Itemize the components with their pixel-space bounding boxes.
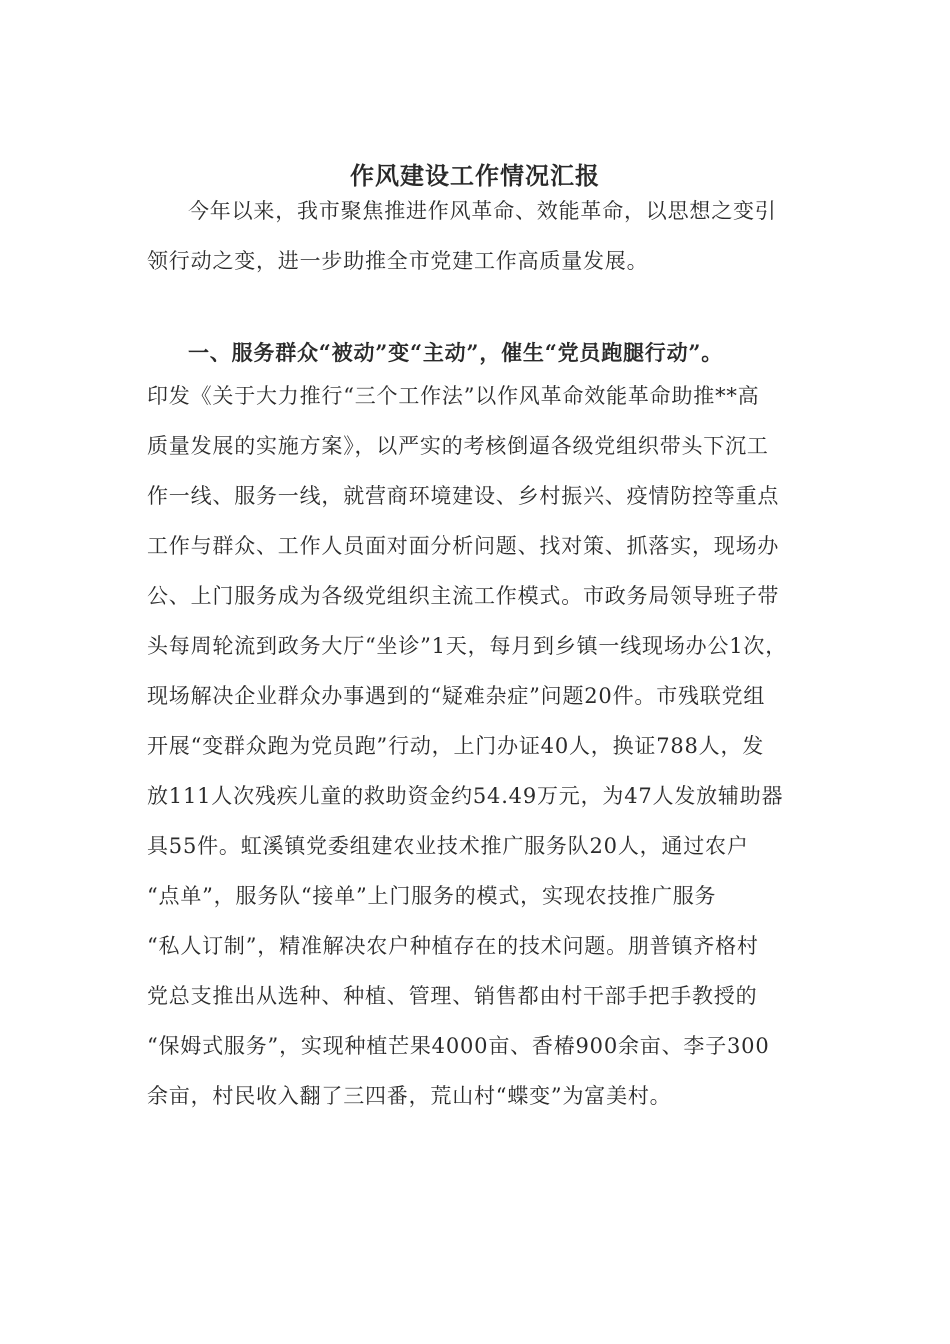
intro-line-1: 今年以来，我市聚焦推进作风革命、效能革命，以思想之变引 [188,199,777,223]
body-line: 党总支推出从选种、种植、管理、销售都由村干部手把手教授的 [147,984,758,1008]
body-line: 公、上门服务成为各级党组织主流工作模式。市政务局领导班子带 [147,584,780,608]
section-1-body [147,382,819,1132]
body-line: “点单”，服务队“接单”上门服务的模式，实现农技推广服务 [147,884,717,908]
body-line: 工作与群众、工作人员面对面分析问题、找对策、抓落实，现场办 [147,534,780,558]
body-line: 作一线、服务一线，就营商环境建设、乡村振兴、疫情防控等重点 [147,484,780,508]
body-line: 余亩，村民收入翻了三四番，荒山村“蝶变”为富美村。 [147,1084,672,1108]
body-line: 具55件。虹溪镇党委组建农业技术推广服务队20人，通过农户 [147,834,749,858]
body-line: “保姆式服务”，实现种植芒果4000亩、香椿900余亩、李子300 [147,1034,770,1058]
document-title: 作风建设工作情况汇报 [350,161,600,190]
body-line: “私人订制”，精准解决农户种植存在的技术问题。朋普镇齐格村 [147,934,759,958]
body-line: 质量发展的实施方案》，以严实的考核倒逼各级党组织带头下沉工 [147,434,769,458]
body-line: 印发《关于大力推行“三个工作法”以作风革命效能革命助推**高 [147,384,760,408]
body-line: 放111人次残疾儿童的救助资金约54.49万元，为47人发放辅助器 [147,784,784,808]
body-line: 现场解决企业群众办事遇到的“疑难杂症”问题20件。市残联党组 [147,684,766,708]
section-1-heading: 一、服务群众“被动”变“主动”，催生“党员跑腿行动”。 [188,340,724,365]
intro-line-2: 领行动之变，进一步助推全市党建工作高质量发展。 [147,249,649,273]
body-line: 头每周轮流到政务大厅“坐诊”1天，每月到乡镇一线现场办公1次， [147,634,787,658]
body-line: 开展“变群众跑为党员跑”行动，上门办证40人，换证788人，发 [147,734,765,758]
